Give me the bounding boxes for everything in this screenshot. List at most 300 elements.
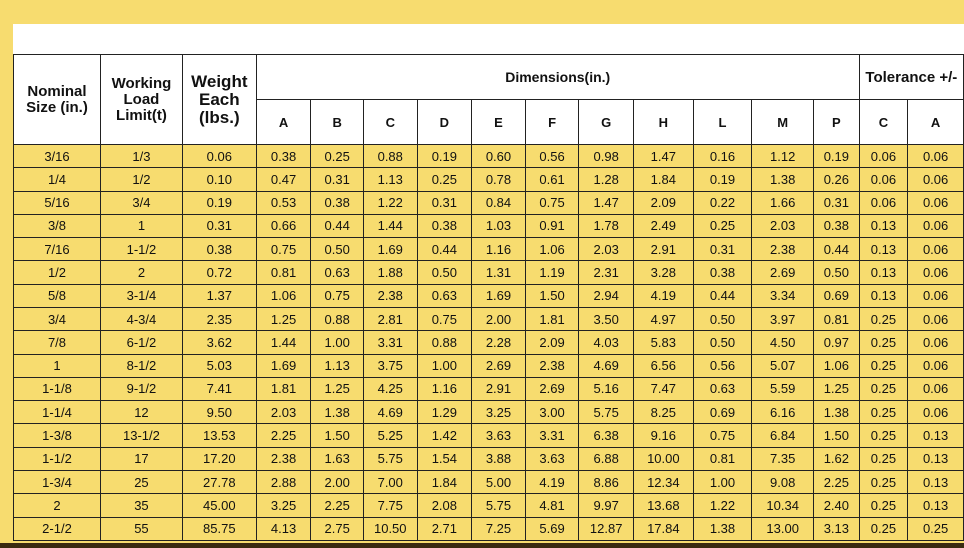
header-weight-each: Weight Each (lbs.) [182,55,256,145]
table-cell: 17.84 [634,517,694,541]
table-cell: 1.66 [752,191,814,214]
table-cell: 1.38 [752,168,814,191]
table-cell: 0.06 [908,238,964,261]
table-cell: 0.25 [859,517,908,541]
table-cell: 5.00 [472,470,526,493]
table-cell: 0.44 [814,238,860,261]
table-cell: 2.75 [311,517,364,541]
table-cell: 1.84 [634,168,694,191]
table-cell: 3.34 [752,284,814,307]
table-cell: 7.00 [363,470,417,493]
table-cell: 1.38 [311,401,364,424]
table-cell: 0.38 [417,214,472,237]
table-cell: 0.47 [256,168,311,191]
table-cell: 1-1/2 [14,447,101,470]
table-cell: 0.72 [182,261,256,284]
table-cell: 8.86 [579,470,634,493]
table-cell: 0.10 [182,168,256,191]
table-row [14,284,964,307]
table-cell: 1.16 [472,238,526,261]
table-cell: 17.20 [182,447,256,470]
table-cell: 1.03 [472,214,526,237]
table-cell: 0.25 [859,424,908,447]
table-cell: 2-1/2 [14,517,101,541]
table-cell: 1.63 [311,447,364,470]
table-cell: 0.25 [417,168,472,191]
table-cell: 2.35 [182,307,256,330]
table-cell: 0.25 [859,377,908,400]
table-cell: 25 [100,470,182,493]
table-cell: 7.75 [363,494,417,517]
table-cell: 1/4 [14,168,101,191]
table-cell: 6.84 [752,424,814,447]
table-cell: 0.75 [693,424,752,447]
header-dimension-g: G [579,100,634,145]
header-dimension-h: H [634,100,694,145]
table-cell: 1.62 [814,447,860,470]
table-cell: 2.03 [752,214,814,237]
table-cell: 0.06 [908,191,964,214]
table-cell: 3/4 [14,307,101,330]
table-cell: 1.44 [363,214,417,237]
table-cell: 0.98 [579,145,634,168]
table-body [14,145,964,541]
table-cell: 0.13 [908,470,964,493]
table-cell: 3-1/4 [100,284,182,307]
table-cell: 0.63 [693,377,752,400]
table-cell: 0.06 [859,191,908,214]
table-cell: 1-1/2 [100,238,182,261]
table-cell: 2.08 [417,494,472,517]
table-cell: 0.13 [908,494,964,517]
table-cell: 1.69 [363,238,417,261]
table-cell: 9.16 [634,424,694,447]
table-cell: 1/2 [14,261,101,284]
table-row [14,145,964,168]
table-cell: 3.25 [256,494,311,517]
table-cell: 0.88 [417,331,472,354]
table-cell: 1.88 [363,261,417,284]
table-cell: 1.22 [363,191,417,214]
table-cell: 1.16 [417,377,472,400]
table-cell: 0.06 [859,168,908,191]
table-cell: 3/8 [14,214,101,237]
table-cell: 9.08 [752,470,814,493]
table-cell: 0.84 [472,191,526,214]
table-cell: 0.19 [182,191,256,214]
table-cell: 1.31 [472,261,526,284]
table-cell: 3.97 [752,307,814,330]
table-cell: 5.59 [752,377,814,400]
table-cell: 4.97 [634,307,694,330]
table-cell: 3.28 [634,261,694,284]
header-dimension-f: F [525,100,579,145]
table-cell: 0.31 [182,214,256,237]
table-cell: 1.78 [579,214,634,237]
table-cell: 0.06 [908,261,964,284]
table-cell: 6.38 [579,424,634,447]
table-cell: 1.50 [814,424,860,447]
table-cell: 0.06 [182,145,256,168]
header-tolerance: Tolerance +/- [859,55,963,100]
table-cell: 1.19 [525,261,579,284]
table-row [14,261,964,284]
table-cell: 4.19 [634,284,694,307]
table-row [14,238,964,261]
table-cell: 0.69 [814,284,860,307]
table-cell: 2 [100,261,182,284]
table-cell: 2.38 [363,284,417,307]
table-cell: 2.31 [579,261,634,284]
table-cell: 1-1/8 [14,377,101,400]
table-row [14,168,964,191]
bottom-bar [0,543,964,548]
header-dimension-l: L [693,100,752,145]
table-row [14,354,964,377]
table-cell: 0.31 [311,168,364,191]
table-cell: 4.19 [525,470,579,493]
table-row [14,307,964,330]
table-cell: 2.38 [752,238,814,261]
table-cell: 13.00 [752,517,814,541]
table-cell: 2.69 [525,377,579,400]
table-cell: 1.69 [472,284,526,307]
table-cell: 1-3/4 [14,470,101,493]
header-dimension-b: B [311,100,364,145]
header-dimension-c: C [363,100,417,145]
table-cell: 1.22 [693,494,752,517]
table-cell: 7.47 [634,377,694,400]
table-cell: 2.81 [363,307,417,330]
table-cell: 1.00 [693,470,752,493]
table-cell: 0.50 [693,307,752,330]
table-cell: 0.25 [859,470,908,493]
table-cell: 3.31 [363,331,417,354]
table-cell: 3/16 [14,145,101,168]
table-cell: 0.13 [908,447,964,470]
table-cell: 0.06 [908,214,964,237]
table-cell: 1.47 [579,191,634,214]
table-cell: 1-3/8 [14,424,101,447]
table-cell: 5.16 [579,377,634,400]
table-cell: 1.25 [256,307,311,330]
table-cell: 0.25 [859,331,908,354]
table-cell: 0.13 [908,424,964,447]
table-cell: 1.06 [256,284,311,307]
table-cell: 0.38 [693,261,752,284]
table-cell: 4.50 [752,331,814,354]
header-dimension-m: M [752,100,814,145]
table-cell: 3.00 [525,401,579,424]
table-row [14,470,964,493]
table-cell: 45.00 [182,494,256,517]
table-cell: 2 [14,494,101,517]
table-cell: 0.75 [311,284,364,307]
table-row [14,214,964,237]
table-cell: 1.69 [256,354,311,377]
table-cell: 12 [100,401,182,424]
table-cell: 3.50 [579,307,634,330]
table-cell: 3.88 [472,447,526,470]
table-cell: 1.44 [256,331,311,354]
table-cell: 0.25 [859,307,908,330]
table-cell: 4.03 [579,331,634,354]
table-cell: 2.71 [417,517,472,541]
table-cell: 4.81 [525,494,579,517]
table-cell: 0.19 [417,145,472,168]
table-cell: 6.16 [752,401,814,424]
table-cell: 7.41 [182,377,256,400]
table-cell: 2.88 [256,470,311,493]
table-cell: 0.25 [311,145,364,168]
table-cell: 2.03 [579,238,634,261]
table-cell: 0.56 [693,354,752,377]
table-cell: 2.69 [752,261,814,284]
table-cell: 13.68 [634,494,694,517]
table-cell: 1.50 [311,424,364,447]
table-cell: 5.25 [363,424,417,447]
table-row [14,494,964,517]
table-cell: 0.25 [908,517,964,541]
table-cell: 0.19 [814,145,860,168]
table-cell: 1.06 [525,238,579,261]
table-cell: 6.88 [579,447,634,470]
table-cell: 0.31 [417,191,472,214]
table-cell: 2.00 [311,470,364,493]
header-dimensions: Dimensions(in.) [256,55,859,100]
table-cell: 1/2 [100,168,182,191]
table-cell: 0.19 [693,168,752,191]
table-cell: 12.87 [579,517,634,541]
table-cell: 1.29 [417,401,472,424]
table-cell: 2.69 [472,354,526,377]
table-cell: 0.97 [814,331,860,354]
table-cell: 1.13 [363,168,417,191]
table-cell: 2.00 [472,307,526,330]
table-cell: 8.25 [634,401,694,424]
table-cell: 1.38 [814,401,860,424]
table-cell: 0.63 [311,261,364,284]
table-cell: 2.03 [256,401,311,424]
table-cell: 0.31 [814,191,860,214]
header-dimension-p: P [814,100,860,145]
table-cell: 1.84 [417,470,472,493]
table-cell: 3.63 [472,424,526,447]
table-cell: 3.63 [525,447,579,470]
table-cell: 3.75 [363,354,417,377]
table-cell: 0.25 [693,214,752,237]
table-cell: 5.83 [634,331,694,354]
table-cell: 4-3/4 [100,307,182,330]
table-cell: 0.78 [472,168,526,191]
table-cell: 4.69 [363,401,417,424]
table-cell: 2.40 [814,494,860,517]
table-cell: 3.13 [814,517,860,541]
table-cell: 0.25 [859,401,908,424]
table-cell: 1 [14,354,101,377]
table-cell: 0.25 [859,354,908,377]
table-cell: 1.13 [311,354,364,377]
table-cell: 0.16 [693,145,752,168]
table-cell: 0.22 [693,191,752,214]
header-dimension-a: A [256,100,311,145]
header-tolerance-c: C [859,100,908,145]
table-cell: 2.49 [634,214,694,237]
table-cell: 5/8 [14,284,101,307]
table-row [14,191,964,214]
table-cell: 0.38 [182,238,256,261]
table-cell: 7/8 [14,331,101,354]
table-cell: 0.38 [814,214,860,237]
table-cell: 0.69 [693,401,752,424]
table-cell: 0.50 [417,261,472,284]
table-cell: 5.69 [525,517,579,541]
table-row [14,331,964,354]
table-cell: 0.61 [525,168,579,191]
table-cell: 10.00 [634,447,694,470]
table-cell: 5/16 [14,191,101,214]
table-cell: 1.37 [182,284,256,307]
table-cell: 0.75 [525,191,579,214]
table-cell: 1.42 [417,424,472,447]
table-cell: 0.06 [859,145,908,168]
table-cell: 6.56 [634,354,694,377]
table-cell: 12.34 [634,470,694,493]
table-cell: 0.06 [908,331,964,354]
table-cell: 10.34 [752,494,814,517]
table-cell: 0.13 [859,284,908,307]
table-cell: 5.75 [579,401,634,424]
table-cell: 9.50 [182,401,256,424]
table-cell: 1.81 [525,307,579,330]
table-cell: 0.06 [908,284,964,307]
header-nominal-size: Nominal Size (in.) [14,55,101,145]
table-cell: 1.25 [311,377,364,400]
table-cell: 0.56 [525,145,579,168]
table-cell: 2.38 [256,447,311,470]
table-cell: 0.06 [908,168,964,191]
table-cell: 0.06 [908,354,964,377]
table-cell: 0.38 [256,145,311,168]
table-cell: 2.38 [525,354,579,377]
table-row [14,377,964,400]
table-row [14,517,964,541]
table-cell: 0.50 [693,331,752,354]
table-cell: 0.66 [256,214,311,237]
table-cell: 7.25 [472,517,526,541]
table-cell: 0.75 [256,238,311,261]
table-cell: 7/16 [14,238,101,261]
table-cell: 1.47 [634,145,694,168]
header-dimension-e: E [472,100,526,145]
table-cell: 1.28 [579,168,634,191]
table-cell: 13.53 [182,424,256,447]
table-cell: 1.54 [417,447,472,470]
table-cell: 0.06 [908,145,964,168]
table-cell: 2.25 [814,470,860,493]
table-cell: 0.81 [256,261,311,284]
table-cell: 7.35 [752,447,814,470]
table-cell: 0.06 [908,307,964,330]
table-cell: 0.53 [256,191,311,214]
table-cell: 5.75 [472,494,526,517]
table-row [14,401,964,424]
table-cell: 9.97 [579,494,634,517]
table-cell: 6-1/2 [100,331,182,354]
specification-table [13,54,964,541]
header-band [13,24,964,54]
table-cell: 4.13 [256,517,311,541]
table-cell: 0.13 [859,238,908,261]
table-cell: 2.91 [472,377,526,400]
table-cell: 0.25 [859,447,908,470]
header-working-load-limit: Working Load Limit(t) [100,55,182,145]
table-cell: 4.25 [363,377,417,400]
table-cell: 0.31 [693,238,752,261]
table-cell: 0.06 [908,377,964,400]
table-cell: 1.00 [311,331,364,354]
table-cell: 1.81 [256,377,311,400]
header-tolerance-a: A [908,100,964,145]
table-cell: 8-1/2 [100,354,182,377]
table-cell: 1.00 [417,354,472,377]
table-cell: 0.88 [363,145,417,168]
table-cell: 0.91 [525,214,579,237]
table-cell: 1.06 [814,354,860,377]
table-cell: 1.12 [752,145,814,168]
header-dimension-d: D [417,100,472,145]
table-cell: 3.25 [472,401,526,424]
table-cell: 10.50 [363,517,417,541]
table-cell: 3/4 [100,191,182,214]
table-cell: 0.50 [311,238,364,261]
table-cell: 5.07 [752,354,814,377]
table-cell: 0.38 [311,191,364,214]
table-cell: 2.09 [634,191,694,214]
table-cell: 2.25 [256,424,311,447]
table-cell: 0.81 [814,307,860,330]
table-cell: 27.78 [182,470,256,493]
table-cell: 2.94 [579,284,634,307]
table-cell: 85.75 [182,517,256,541]
table-cell: 0.44 [417,238,472,261]
table-cell: 1/3 [100,145,182,168]
table-cell: 4.69 [579,354,634,377]
table-cell: 1-1/4 [14,401,101,424]
table-cell: 1.25 [814,377,860,400]
table-cell: 2.28 [472,331,526,354]
table-cell: 0.88 [311,307,364,330]
table-cell: 0.25 [859,494,908,517]
table-cell: 13-1/2 [100,424,182,447]
table-cell: 0.60 [472,145,526,168]
table-cell: 1 [100,214,182,237]
table-cell: 17 [100,447,182,470]
table-cell: 3.62 [182,331,256,354]
table-row [14,447,964,470]
table-cell: 2.91 [634,238,694,261]
table-cell: 35 [100,494,182,517]
table-cell: 0.44 [311,214,364,237]
table-cell: 0.44 [693,284,752,307]
table-cell: 2.25 [311,494,364,517]
table-cell: 5.03 [182,354,256,377]
table-row [14,424,964,447]
table-cell: 0.13 [859,261,908,284]
table-cell: 1.50 [525,284,579,307]
table-cell: 0.63 [417,284,472,307]
table-cell: 5.75 [363,447,417,470]
